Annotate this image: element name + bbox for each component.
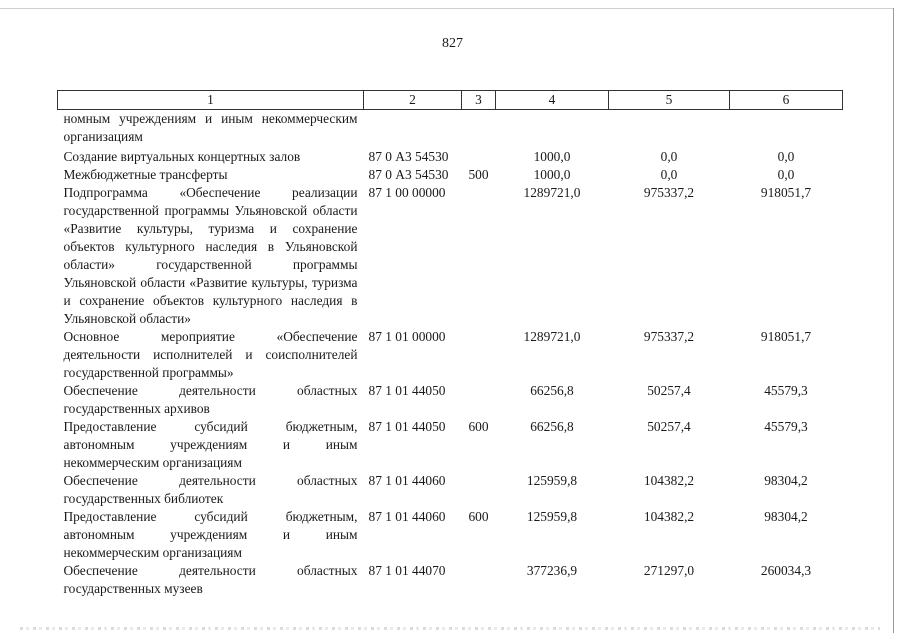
row-name: Обеспечение деятельности областных государственных архивов — [63, 383, 358, 416]
row-value-3: 45579,3 — [764, 383, 808, 398]
table-row — [58, 562, 843, 598]
table-row — [58, 328, 843, 382]
row-value-1: 125959,8 — [526, 509, 578, 524]
row-value-3: 98304,2 — [764, 473, 808, 488]
table-row — [58, 184, 843, 328]
row-name: номным учреждениям и иным некоммерческим организациям — [63, 111, 358, 144]
row-value-2: 50257,4 — [647, 383, 691, 398]
table-row — [58, 110, 843, 149]
row-name: Подпрограмма «Обеспечение реализации государственной программы Ульяновской области «Развитие культуры, туризма и сохранение объектов культурного наследия в Ульяновской области» государственной программы Ульяновской области «Развитие культуры, туризма и сохранение объектов культурного наследия в Ульяновской области» — [63, 185, 358, 326]
row-code: 87 0 А3 54530 — [368, 149, 449, 164]
row-value-2: 975337,2 — [643, 329, 695, 344]
header-col-3: 3 — [462, 91, 496, 110]
row-code: 87 1 01 44060 — [368, 509, 446, 524]
header-col-2: 2 — [364, 91, 462, 110]
row-value-1: 1289721,0 — [523, 185, 581, 200]
scan-artifact — [20, 627, 880, 630]
header-col-1: 1 — [58, 91, 364, 110]
table-row — [58, 382, 843, 418]
row-value-1: 1000,0 — [533, 167, 571, 182]
row-value-1: 125959,8 — [526, 473, 578, 488]
row-name: Основное мероприятие «Обеспечение деятельности исполнителей и соисполнителей государственной программы» — [63, 329, 358, 380]
row-code: 87 1 01 44050 — [368, 419, 446, 434]
row-name: Предоставление субсидий бюджетным, автономным учреждениям и иным некоммерческим организациям — [63, 509, 358, 560]
row-code — [364, 110, 462, 149]
row-value-2: 0,0 — [660, 149, 678, 164]
table-row — [58, 166, 843, 184]
row-value-3: 0,0 — [777, 149, 795, 164]
page-edge-right — [893, 8, 894, 633]
row-code: 87 1 01 44060 — [368, 473, 446, 488]
table-row — [58, 148, 843, 166]
row-value-3: 45579,3 — [764, 419, 808, 434]
row-value-1 — [496, 110, 609, 149]
row-value-3: 918051,7 — [760, 329, 812, 344]
header-col-4: 4 — [496, 91, 609, 110]
row-value-2: 0,0 — [660, 167, 678, 182]
row-vr — [462, 184, 496, 328]
table-row — [58, 508, 843, 562]
row-vr — [462, 148, 496, 166]
row-vr — [462, 472, 496, 508]
row-code: 87 1 00 00000 — [368, 185, 446, 200]
table-row — [58, 418, 843, 472]
header-row — [58, 91, 843, 110]
row-value-2 — [609, 110, 730, 149]
row-vr: 600 — [468, 419, 489, 434]
row-value-2: 104382,2 — [643, 509, 695, 524]
row-name: Предоставление субсидий бюджетным, автономным учреждениям и иным некоммерческим организациям — [63, 419, 358, 470]
row-value-1: 66256,8 — [530, 383, 574, 398]
row-value-2: 104382,2 — [643, 473, 695, 488]
row-value-3 — [730, 110, 843, 149]
page-number: 827 — [442, 36, 463, 51]
row-value-1: 377236,9 — [526, 563, 578, 578]
row-value-1: 1000,0 — [533, 149, 571, 164]
row-name: Создание виртуальных концертных залов — [63, 149, 301, 164]
row-value-3: 918051,7 — [760, 185, 812, 200]
row-vr — [462, 110, 496, 149]
row-value-3: 0,0 — [777, 167, 795, 182]
row-name: Обеспечение деятельности областных государственных музеев — [63, 563, 358, 596]
row-vr: 600 — [468, 509, 489, 524]
row-value-1: 1289721,0 — [523, 329, 581, 344]
row-value-2: 975337,2 — [643, 185, 695, 200]
row-name: Обеспечение деятельности областных государственных библиотек — [63, 473, 358, 506]
row-code: 87 1 01 00000 — [368, 329, 446, 344]
row-value-2: 271297,0 — [643, 563, 695, 578]
row-value-2: 50257,4 — [647, 419, 691, 434]
row-vr: 500 — [468, 167, 489, 182]
budget-table — [57, 90, 843, 598]
page-edge-top — [0, 8, 893, 9]
row-vr — [462, 562, 496, 598]
row-code: 87 0 А3 54530 — [368, 167, 449, 182]
header-col-5: 5 — [609, 91, 730, 110]
row-value-3: 260034,3 — [760, 563, 812, 578]
row-vr — [462, 328, 496, 382]
table-row — [58, 472, 843, 508]
row-name: Межбюджетные трансферты — [63, 167, 228, 182]
row-value-3: 98304,2 — [764, 509, 808, 524]
row-code: 87 1 01 44070 — [368, 563, 446, 578]
row-vr — [462, 382, 496, 418]
header-col-6: 6 — [730, 91, 843, 110]
row-value-1: 66256,8 — [530, 419, 574, 434]
row-code: 87 1 01 44050 — [368, 383, 446, 398]
